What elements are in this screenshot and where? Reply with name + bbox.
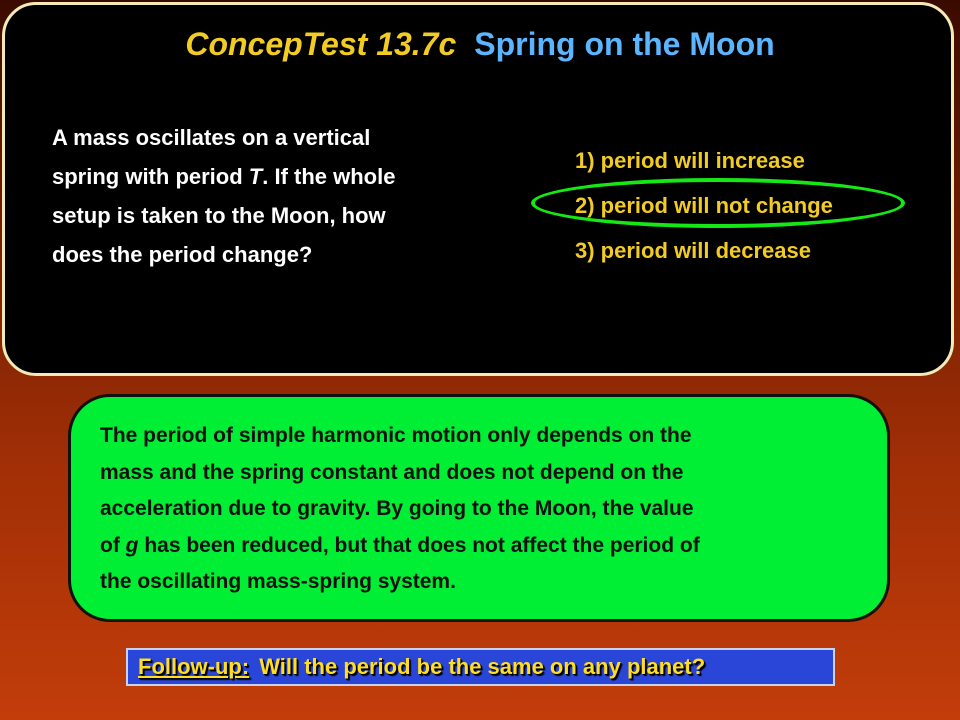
title-subtitle: Spring on the Moon	[474, 26, 775, 62]
followup-box	[126, 648, 835, 686]
question-segment: setup is taken to the Moon, how	[52, 203, 386, 228]
question-line	[52, 157, 522, 196]
explanation-segment: the oscillating mass-spring system.	[100, 570, 456, 593]
title-main: ConcepTest 13.7c	[185, 26, 457, 62]
explanation-segment: has been reduced, but that does not affect the period of	[138, 533, 700, 557]
question-text	[52, 118, 522, 274]
followup-label: Follow-up:	[138, 654, 250, 679]
question-segment: does the period change?	[52, 242, 313, 267]
explanation-text	[100, 418, 880, 601]
option-2: 2) period will not change	[575, 193, 833, 218]
correct-answer-ellipse	[531, 178, 905, 228]
explanation-line	[100, 455, 880, 492]
question-line	[52, 196, 522, 235]
explanation-line	[100, 418, 880, 455]
followup-text: Will the period be the same on any planet?	[259, 654, 706, 679]
explanation-line	[100, 491, 880, 528]
period-symbol: T	[248, 164, 263, 189]
slide-title	[0, 26, 960, 63]
question-segment: A mass oscillates on a vertical	[52, 125, 371, 150]
question-line	[52, 118, 522, 157]
option-1: 1) period will increase	[575, 148, 805, 173]
explanation-segment: of	[100, 533, 126, 557]
explanation-segment: mass and the spring constant and does not depend on the	[100, 460, 684, 484]
question-segment: spring with period	[52, 164, 249, 189]
explanation-segment: acceleration due to gravity. By going to the Moon, the value	[100, 497, 694, 520]
explanation-line	[100, 564, 880, 601]
explanation-line	[100, 528, 880, 565]
option-3: 3) period will decrease	[575, 238, 811, 263]
question-line	[52, 235, 522, 274]
explanation-segment: The period of simple harmonic motion only depends on the	[100, 424, 692, 447]
question-segment: . If the whole	[262, 164, 396, 189]
gravity-symbol: g	[125, 533, 139, 557]
